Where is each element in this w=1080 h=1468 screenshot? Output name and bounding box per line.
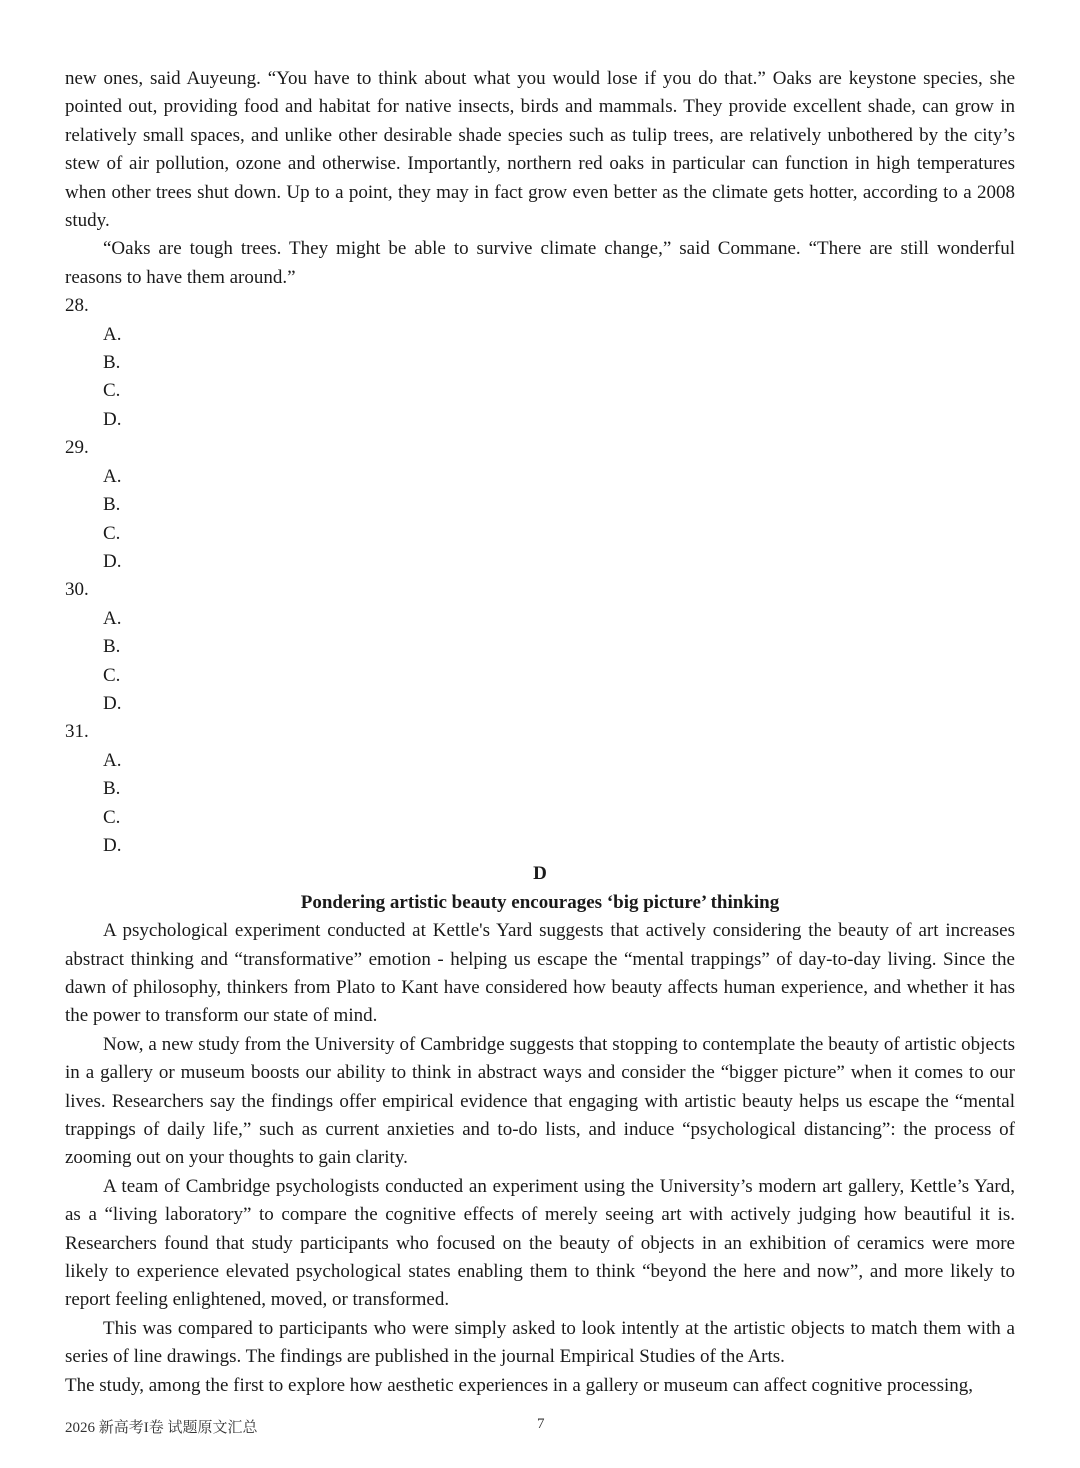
article-title: Pondering artistic beauty encourages ‘big picture’ thinking (300, 891, 780, 913)
option-c: C. (103, 380, 121, 402)
option-c: C. (103, 664, 121, 686)
article-paragraph-3: A team of Cambridge psychologists conducted an experiment using the University’s modern art gallery, Kettle’s Yard, as a “living laboratory” to compare the cognitive effects of merely seeing art with actively judging how beautiful it is. Researchers found that study participants who focused on the beauty of objects in an exhibition of ceramics were more likely to experience elevated psychological states enabling them to think “beyond the here and now”, and more likely to report feeling enlightened, moved, or transformed. (65, 1175, 1015, 1311)
question-number: 28. (65, 295, 89, 317)
question-30 (65, 576, 1015, 718)
question-number: 30. (65, 579, 89, 601)
question-31 (65, 718, 1015, 860)
paragraph-top-1: new ones, said Auyeung. “You have to think about what you would lose if you do that.” Oaks are keystone species, she pointed out, providing food and habitat for native insects, birds and mammals. They provide excellent shade, can grow in relatively small spaces, and unlike other desirable shade species such as tulip trees, are relatively unbothered by the city’s stew of air pollution, ozone and otherwise. Importantly, northern red oaks in particular can function in high temperatures when other trees shut down. Up to a point, they may in fact grow even better as the climate gets hotter, according to a 2008 study. (65, 68, 1015, 232)
option-b: B. (103, 778, 121, 800)
option-a: A. (103, 607, 122, 629)
option-b: B. (103, 636, 121, 658)
article-paragraph-1: A psychological experiment conducted at Kettle's Yard suggests that actively considering the beauty of art increases abstract thinking and “transformative” emotion - helping us escape the “mental trappings” of day-to-day living. Since the dawn of philosophy, thinkers from Plato to Kant have considered how beauty affects human experience, and whether it has the power to transform our state of mind. (65, 920, 1015, 1027)
option-c: C. (103, 522, 121, 544)
option-b: B. (103, 352, 121, 374)
question-number: 29. (65, 437, 89, 459)
question-28 (65, 292, 1015, 434)
option-a: A. (103, 749, 122, 771)
page-footer (65, 1416, 1015, 1440)
option-a: A. (103, 323, 122, 345)
option-d: D. (103, 834, 122, 856)
option-c: C. (103, 806, 121, 828)
page-content (65, 65, 1015, 1400)
option-d: D. (103, 408, 122, 430)
article-last-line: The study, among the first to explore how aesthetic experiences in a gallery or museum can affect cognitive processing, (65, 1374, 974, 1396)
paragraph-top-2: “Oaks are tough trees. They might be able to survive climate change,” said Commane. “There are still wonderful reasons to have them around.” (65, 238, 1015, 288)
question-29 (65, 434, 1015, 576)
page-number: 7 (537, 1416, 545, 1432)
section-letter: D (533, 863, 547, 885)
option-d: D. (103, 550, 122, 572)
option-a: A. (103, 465, 122, 487)
article-paragraph-2: Now, a new study from the University of Cambridge suggests that stopping to contemplate the beauty of artistic objects in a gallery or museum boosts our ability to think in abstract ways and consider the “bigger picture” when it comes to our lives. Researchers say the findings offer empirical evidence that engaging with artistic beauty helps us escape the “mental trappings of daily life,” such as current anxieties and to-do lists, and induce “psychological distancing”: the process of zooming out on your thoughts to gain clarity. (65, 1033, 1015, 1169)
article-paragraph-4: This was compared to participants who were simply asked to look intently at the artistic objects to match them with a series of line drawings. The findings are published in the journal Empirical Studies of the Arts. (65, 1317, 1015, 1368)
footer-title: 2026 新高考I卷 试题原文汇总 (65, 1420, 258, 1436)
question-number: 31. (65, 721, 89, 743)
option-b: B. (103, 494, 121, 516)
option-d: D. (103, 692, 122, 714)
